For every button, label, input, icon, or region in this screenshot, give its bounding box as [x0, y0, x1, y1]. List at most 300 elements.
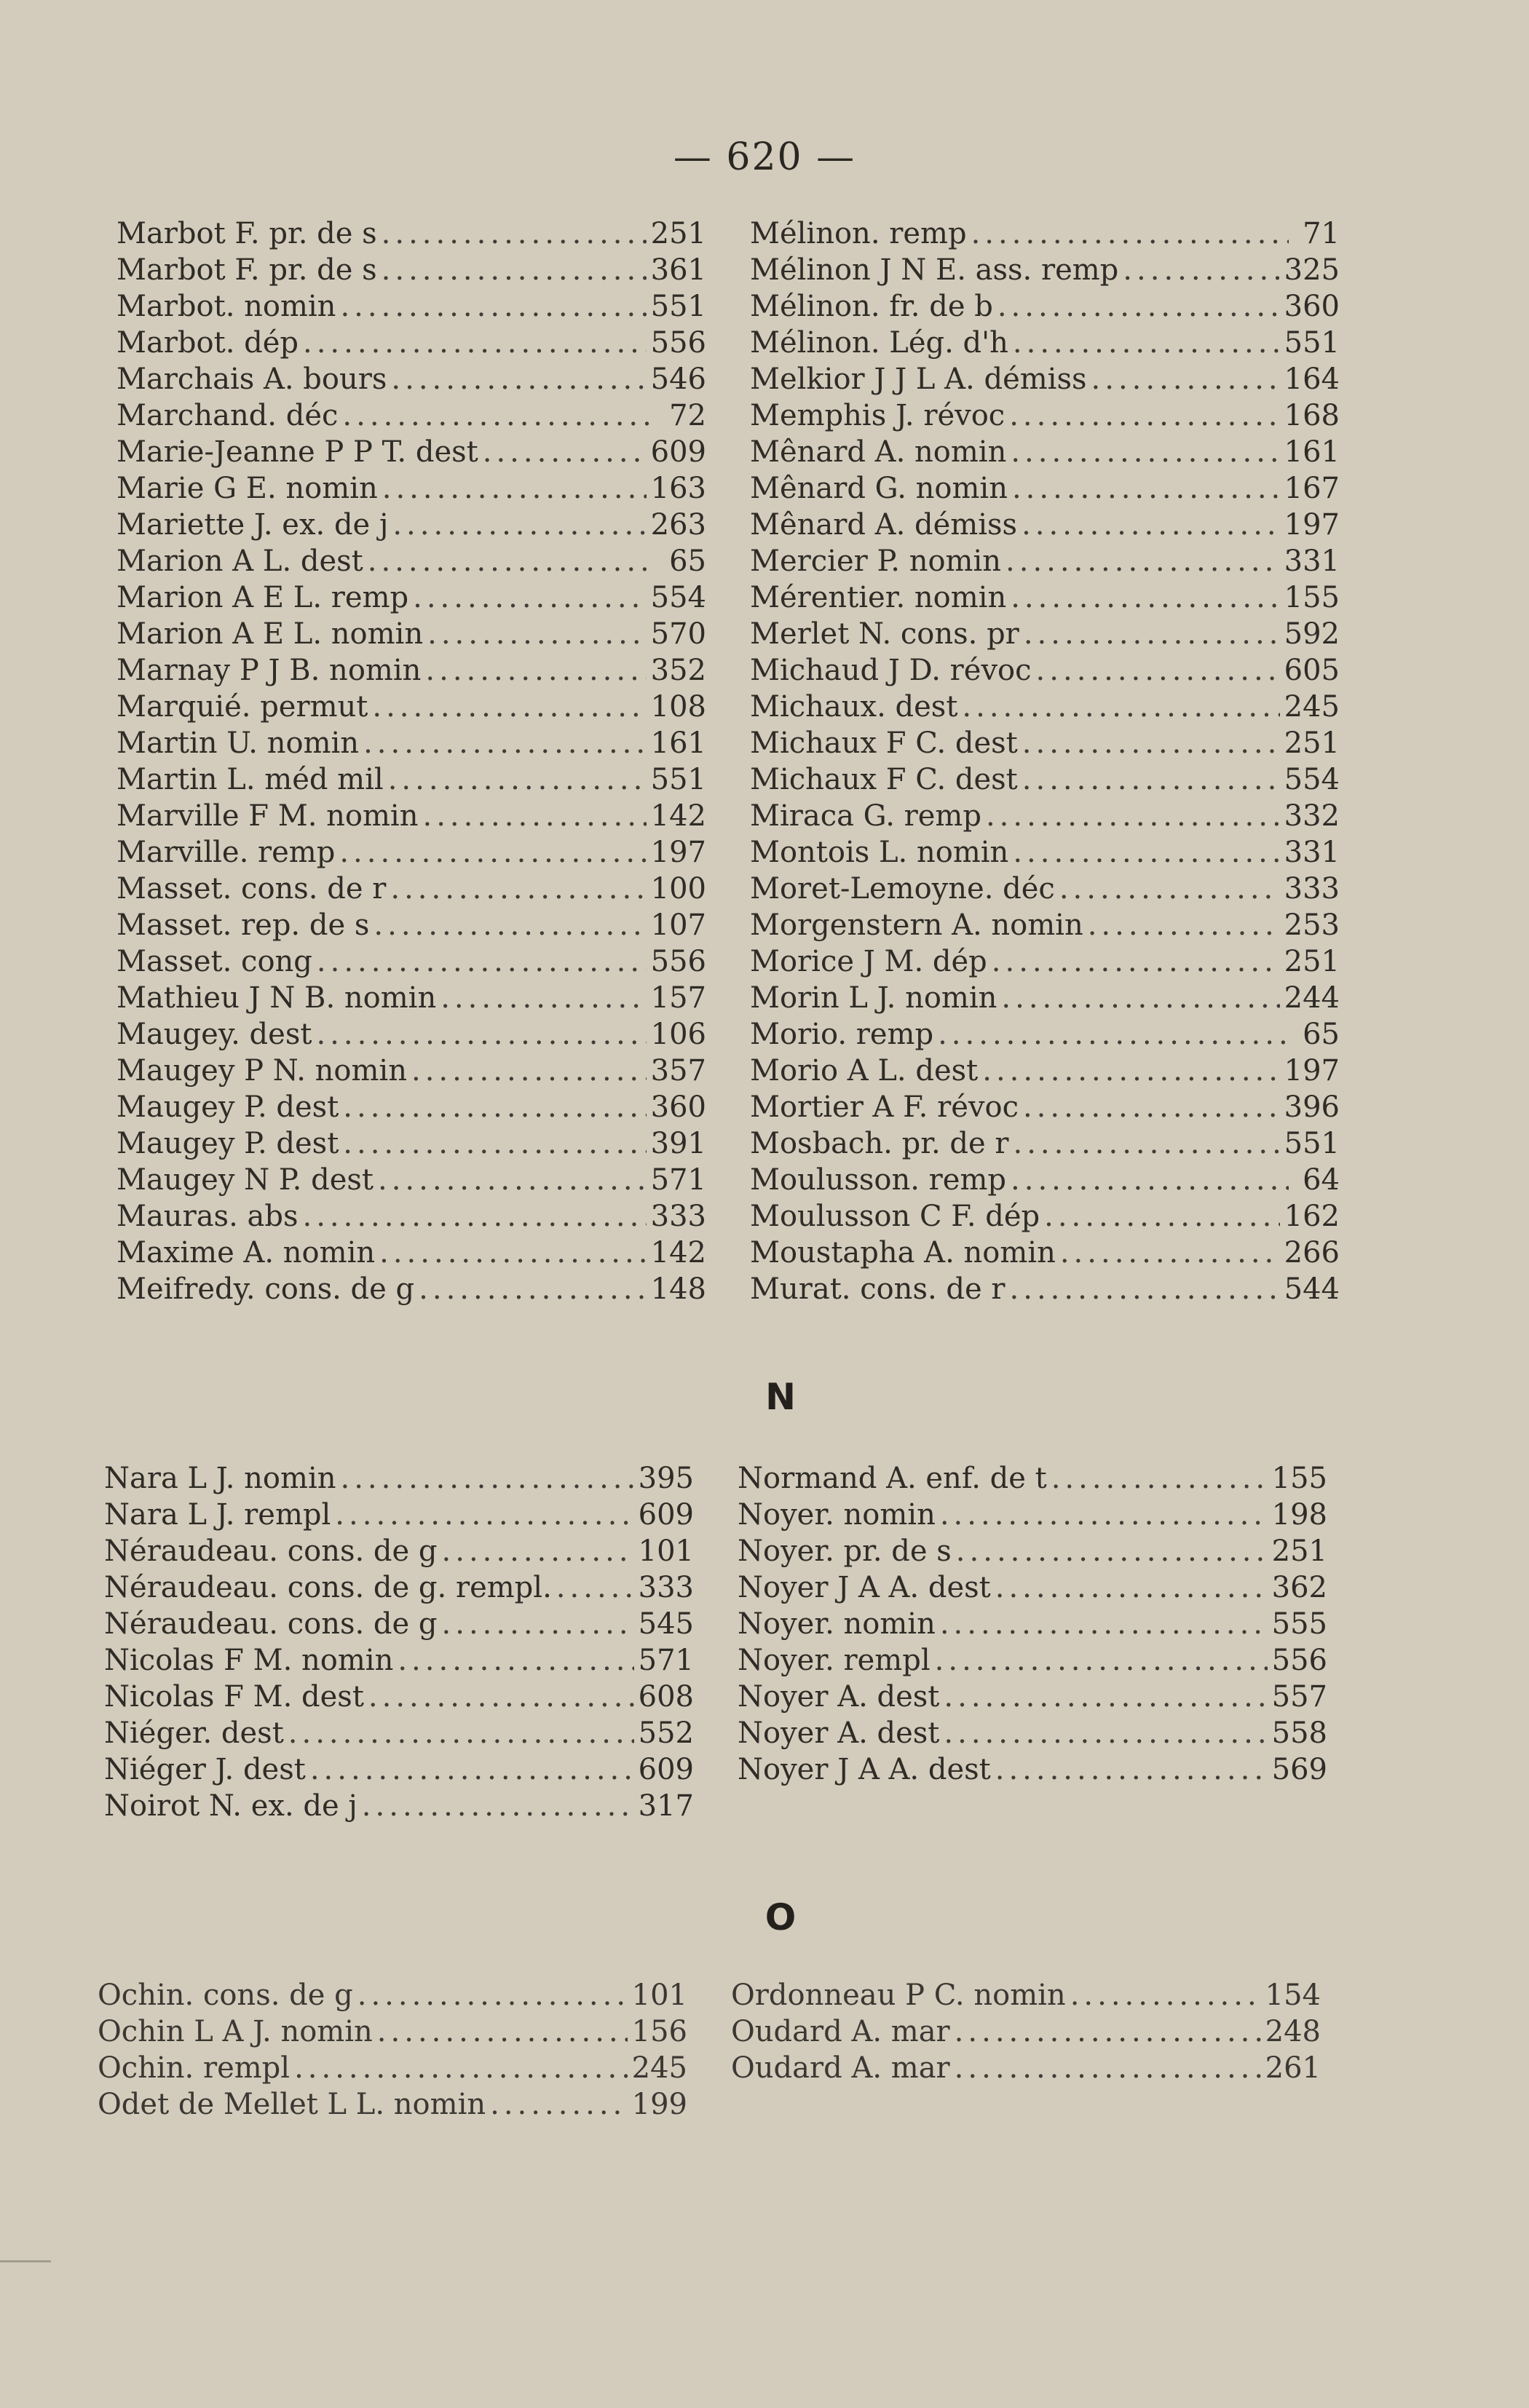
- dot-leader: [1023, 1089, 1280, 1125]
- entry-name: Nara L J. rempl: [104, 1498, 331, 1532]
- index-entry: [104, 1460, 694, 1497]
- entry-name: Marion A E L. remp: [116, 581, 409, 614]
- dot-leader: [427, 616, 647, 652]
- dot-leader: [1070, 1977, 1261, 2013]
- right-column: [731, 1977, 1321, 2123]
- entry-page-number: 551: [1284, 1127, 1340, 1160]
- entry-page-number: 360: [650, 1090, 706, 1124]
- entry-page-number: 168: [1284, 399, 1340, 432]
- entry-page-number: 352: [650, 654, 706, 687]
- index-entry: [104, 1679, 694, 1715]
- entry-name: Marchais A. bours: [116, 363, 387, 396]
- index-entry: [750, 1198, 1340, 1235]
- entry-page-number: 333: [650, 1200, 706, 1233]
- entry-name: Néraudeau. cons. de g: [104, 1607, 438, 1641]
- entry-page-number: 391: [650, 1127, 706, 1160]
- entry-name: Marchand. déc: [116, 399, 339, 432]
- entry-name: Marquié. permut: [116, 690, 368, 724]
- entry-name: Normand A. enf. de t: [738, 1462, 1047, 1495]
- entry-page-number: 544: [1284, 1272, 1340, 1306]
- entry-page-number: 72: [669, 399, 706, 432]
- left-column: [104, 1460, 694, 1824]
- entry-name: Maxime A. nomin: [116, 1236, 376, 1270]
- index-entry: [750, 1235, 1340, 1271]
- entry-name: Miraca G. remp: [750, 799, 981, 833]
- entry-name: Moret-Lemoyne. déc: [750, 872, 1055, 906]
- dot-leader: [422, 798, 646, 834]
- dot-leader: [316, 1016, 646, 1053]
- entry-name: Meifredy. cons. de g: [116, 1272, 415, 1306]
- index-entry: [750, 1053, 1340, 1089]
- index-entry: [116, 1235, 706, 1271]
- entry-name: Merlet N. cons. pr: [750, 617, 1019, 651]
- entry-name: Noyer. nomin: [738, 1498, 936, 1532]
- entry-page-number: 161: [1284, 435, 1340, 469]
- entry-name: Moulusson C F. dép: [750, 1200, 1040, 1233]
- entry-page-number: 554: [650, 581, 706, 614]
- entry-page-number: 253: [1284, 908, 1340, 942]
- dot-leader: [955, 2050, 1261, 2086]
- entry-page-number: 154: [1265, 1979, 1321, 2012]
- index-entry: [116, 1089, 706, 1125]
- entry-page-number: 161: [650, 726, 706, 760]
- dot-leader: [944, 1715, 1267, 1751]
- index-entry: [750, 761, 1340, 798]
- entry-page-number: 396: [1284, 1090, 1340, 1124]
- dot-leader: [317, 943, 647, 980]
- index-entry: [738, 1715, 1327, 1751]
- dot-leader: [944, 1679, 1267, 1715]
- entry-page-number: 261: [1265, 2051, 1321, 2085]
- entry-name: Morio A L. dest: [750, 1054, 979, 1088]
- index-entry: [116, 689, 706, 725]
- entry-page-number: 569: [1271, 1753, 1327, 1786]
- index-entry: [116, 652, 706, 689]
- index-entry: [116, 943, 706, 980]
- entry-name: Masset. cong: [116, 945, 312, 978]
- entry-page-number: 155: [1284, 581, 1340, 614]
- entry-name: Noyer. nomin: [738, 1607, 936, 1641]
- index-entry: [116, 761, 706, 798]
- entry-page-number: 551: [650, 290, 706, 323]
- entry-name: Marbot. nomin: [116, 290, 336, 323]
- entry-name: Murat. cons. de r: [750, 1272, 1005, 1306]
- index-entry: [116, 798, 706, 834]
- dot-leader: [372, 689, 646, 725]
- dot-leader: [1013, 325, 1280, 361]
- entry-name: Marion A L. dest: [116, 544, 363, 578]
- dot-leader: [956, 1533, 1268, 1569]
- index-entry: [750, 980, 1340, 1016]
- entry-name: Noyer J A A. dest: [738, 1753, 991, 1786]
- entry-name: Morgenstern A. nomin: [750, 908, 1083, 942]
- dot-leader: [1022, 507, 1280, 543]
- section-letter-o: O: [764, 1896, 797, 1938]
- dot-leader: [995, 1569, 1268, 1606]
- entry-name: Mélinon. Lég. d'h: [750, 326, 1008, 360]
- entry-page-number: 556: [1271, 1644, 1327, 1677]
- entry-name: Michaux. dest: [750, 690, 958, 724]
- dot-leader: [343, 1125, 646, 1162]
- dot-leader: [1010, 1271, 1280, 1307]
- index-entry: [750, 507, 1340, 543]
- index-entry: [116, 834, 706, 871]
- section-m-entries: [116, 215, 1340, 1307]
- entry-name: Odet de Mellet L L. nomin: [98, 2088, 486, 2121]
- entry-page-number: 71: [1303, 217, 1340, 250]
- dot-leader: [342, 397, 655, 434]
- entry-page-number: 266: [1284, 1236, 1340, 1270]
- index-entry: [750, 288, 1340, 325]
- entry-page-number: 163: [650, 472, 706, 505]
- entry-name: Mosbach. pr. de r: [750, 1127, 1009, 1160]
- index-entry: [731, 2013, 1321, 2050]
- index-entry: [738, 1642, 1327, 1679]
- dot-leader: [1012, 470, 1280, 507]
- dot-leader: [398, 1642, 633, 1679]
- entry-name: Montois L. nomin: [750, 836, 1009, 869]
- index-entry: [750, 1162, 1340, 1198]
- entry-name: Marnay P J B. nomin: [116, 654, 422, 687]
- entry-page-number: 333: [638, 1571, 694, 1604]
- dot-leader: [962, 689, 1279, 725]
- entry-page-number: 197: [1284, 1054, 1340, 1088]
- entry-name: Niéger J. dest: [104, 1753, 306, 1786]
- index-entry: [104, 1606, 694, 1642]
- index-entry: [104, 1533, 694, 1569]
- entry-name: Mélinon. fr. de b: [750, 290, 993, 323]
- entry-name: Ochin L A J. nomin: [98, 2015, 373, 2048]
- entry-page-number: 609: [650, 435, 706, 469]
- dot-leader: [294, 2050, 628, 2086]
- dot-leader: [483, 434, 647, 470]
- entry-page-number: 551: [1284, 326, 1340, 360]
- dot-leader: [419, 1271, 647, 1307]
- entry-name: Ochin. rempl: [98, 2051, 291, 2085]
- entry-name: Marbot F. pr. de s: [116, 253, 377, 287]
- dot-leader: [1009, 397, 1279, 434]
- index-entry: [98, 2086, 687, 2123]
- dot-leader: [1022, 761, 1280, 798]
- index-entry: [116, 543, 706, 579]
- entry-page-number: 101: [638, 1534, 694, 1568]
- entry-name: Nara L J. nomin: [104, 1462, 336, 1495]
- dot-leader: [1011, 434, 1279, 470]
- entry-name: Marbot F. pr. de s: [116, 217, 377, 250]
- entry-name: Mênard A. démiss: [750, 508, 1018, 542]
- entry-name: Ochin. cons. de g: [98, 1979, 353, 2012]
- page-number: — 620 —: [673, 135, 856, 179]
- index-entry: [731, 1977, 1321, 2013]
- entry-page-number: 361: [650, 253, 706, 287]
- index-entry: [116, 507, 706, 543]
- entry-page-number: 199: [631, 2088, 687, 2121]
- index-entry: [750, 1089, 1340, 1125]
- entry-name: Noyer A. dest: [738, 1716, 940, 1750]
- left-column: [98, 1977, 687, 2123]
- entry-page-number: 556: [650, 945, 706, 978]
- dot-leader: [341, 1460, 634, 1497]
- entry-name: Noyer. rempl: [738, 1644, 931, 1677]
- section-n-entries: [104, 1460, 1327, 1824]
- index-entry: [104, 1497, 694, 1533]
- index-entry: [750, 361, 1340, 397]
- entry-page-number: 100: [650, 872, 706, 906]
- entry-page-number: 608: [638, 1680, 694, 1714]
- index-entry: [738, 1569, 1327, 1606]
- entry-name: Nicolas F M. dest: [104, 1680, 364, 1714]
- dot-leader: [382, 470, 647, 507]
- entry-name: Mortier A F. révoc: [750, 1090, 1019, 1124]
- dot-leader: [340, 288, 646, 325]
- dot-leader: [1022, 725, 1280, 761]
- entry-name: Martin U. nomin: [116, 726, 360, 760]
- entry-name: Oudard A. mar: [731, 2015, 950, 2048]
- index-entry: [738, 1751, 1327, 1788]
- index-entry: [116, 616, 706, 652]
- entry-name: Morio. remp: [750, 1018, 934, 1051]
- dot-leader: [556, 1569, 634, 1606]
- index-entry: [750, 470, 1340, 507]
- index-entry: [116, 1271, 706, 1307]
- index-entry: [98, 2013, 687, 2050]
- entry-page-number: 197: [1284, 508, 1340, 542]
- entry-name: Nicolas F M. nomin: [104, 1644, 394, 1677]
- entry-page-number: 331: [1284, 544, 1340, 578]
- dot-leader: [997, 288, 1280, 325]
- entry-name: Marbot. dép: [116, 326, 299, 360]
- entry-page-number: 106: [650, 1018, 706, 1051]
- dot-leader: [392, 507, 646, 543]
- entry-name: Mérentier. nomin: [750, 581, 1007, 614]
- entry-name: Memphis J. révoc: [750, 399, 1005, 432]
- dot-leader: [390, 871, 646, 907]
- index-entry: [750, 1125, 1340, 1162]
- index-entry: [116, 725, 706, 761]
- dot-leader: [288, 1715, 634, 1751]
- entry-name: Marion A E L. nomin: [116, 617, 424, 651]
- entry-page-number: 551: [650, 763, 706, 796]
- index-entry: [116, 1016, 706, 1053]
- dot-leader: [986, 798, 1280, 834]
- index-entry: [738, 1533, 1327, 1569]
- dot-leader: [302, 1198, 646, 1235]
- dot-leader: [1060, 1235, 1280, 1271]
- entry-page-number: 263: [650, 508, 706, 542]
- right-column: [750, 215, 1340, 1307]
- entry-name: Marville. remp: [116, 836, 336, 869]
- dot-leader: [303, 325, 647, 361]
- index-entry: [116, 434, 706, 470]
- dot-leader: [377, 2013, 628, 2050]
- dot-leader: [1011, 579, 1279, 616]
- entry-page-number: 107: [650, 908, 706, 942]
- index-entry: [750, 834, 1340, 871]
- index-entry: [750, 1016, 1340, 1053]
- entry-page-number: 251: [1271, 1534, 1327, 1568]
- index-entry: [104, 1788, 694, 1824]
- entry-page-number: 556: [650, 326, 706, 360]
- entry-name: Mélinon J N E. ass. remp: [750, 253, 1119, 287]
- entry-page-number: 357: [650, 1054, 706, 1088]
- entry-page-number: 555: [1271, 1607, 1327, 1641]
- entry-page-number: 552: [638, 1716, 694, 1750]
- entry-name: Michaud J D. révoc: [750, 654, 1032, 687]
- right-column: [738, 1460, 1327, 1824]
- entry-page-number: 64: [1303, 1163, 1340, 1197]
- entry-name: Oudard A. mar: [731, 2051, 950, 2085]
- dot-leader: [940, 1606, 1268, 1642]
- margin-rule: [0, 2260, 51, 2262]
- entry-page-number: 554: [1284, 763, 1340, 796]
- entry-page-number: 332: [1284, 799, 1340, 833]
- entry-name: Ordonneau P C. nomin: [731, 1979, 1066, 2012]
- entry-name: Mercier P. nomin: [750, 544, 1002, 578]
- index-entry: [116, 579, 706, 616]
- dot-leader: [955, 2013, 1261, 2050]
- index-entry: [750, 907, 1340, 943]
- index-entry: [116, 907, 706, 943]
- dot-leader: [1051, 1460, 1268, 1497]
- entry-name: Masset. rep. de s: [116, 908, 370, 942]
- dot-leader: [995, 1751, 1268, 1788]
- dot-leader: [1088, 907, 1280, 943]
- index-entry: [750, 871, 1340, 907]
- dot-leader: [971, 215, 1289, 252]
- index-entry: [750, 943, 1340, 980]
- index-entry: [750, 252, 1340, 288]
- entry-name: Maugey P N. nomin: [116, 1054, 407, 1088]
- dot-leader: [363, 725, 647, 761]
- entry-name: Néraudeau. cons. de g. rempl.: [104, 1571, 552, 1604]
- dot-leader: [490, 2086, 628, 2123]
- section-o-entries: [98, 1977, 1321, 2123]
- dot-leader: [343, 1089, 646, 1125]
- entry-page-number: 164: [1284, 363, 1340, 396]
- left-column: [116, 215, 706, 1307]
- index-entry: [116, 1198, 706, 1235]
- entry-page-number: 360: [1284, 290, 1340, 323]
- entry-name: Melkior J J L A. démiss: [750, 363, 1087, 396]
- entry-page-number: 251: [1284, 726, 1340, 760]
- dot-leader: [1001, 980, 1279, 1016]
- entry-page-number: 362: [1271, 1571, 1327, 1604]
- entry-name: Morin L J. nomin: [750, 981, 997, 1015]
- index-entry: [116, 397, 706, 434]
- entry-page-number: 571: [650, 1163, 706, 1197]
- entry-page-number: 558: [1271, 1716, 1327, 1750]
- index-entry: [104, 1642, 694, 1679]
- entry-page-number: 65: [1303, 1018, 1340, 1051]
- dot-leader: [413, 579, 647, 616]
- dot-leader: [411, 1053, 647, 1089]
- index-entry: [750, 434, 1340, 470]
- dot-leader: [1044, 1198, 1280, 1235]
- dot-leader: [382, 252, 647, 288]
- dot-leader: [938, 1016, 1289, 1053]
- index-entry: [98, 1977, 687, 2013]
- dot-leader: [368, 543, 655, 579]
- dot-leader: [1059, 871, 1280, 907]
- entry-page-number: 571: [638, 1644, 694, 1677]
- entry-page-number: 197: [650, 836, 706, 869]
- index-entry: [750, 215, 1340, 252]
- entry-page-number: 148: [650, 1272, 706, 1306]
- entry-page-number: 142: [650, 799, 706, 833]
- dot-leader: [442, 1606, 634, 1642]
- dot-leader: [1036, 652, 1280, 689]
- index-entry: [116, 470, 706, 507]
- index-entry: [738, 1460, 1327, 1497]
- index-entry: [750, 616, 1340, 652]
- index-entry: [750, 543, 1340, 579]
- dot-leader: [362, 1788, 634, 1824]
- entry-page-number: 142: [650, 1236, 706, 1270]
- index-entry: [750, 725, 1340, 761]
- entry-name: Marie G E. nomin: [116, 472, 378, 505]
- dot-leader: [382, 215, 647, 252]
- dot-leader: [992, 943, 1280, 980]
- index-entry: [116, 1162, 706, 1198]
- index-entry: [731, 2050, 1321, 2086]
- entry-page-number: 156: [631, 2015, 687, 2048]
- index-entry: [738, 1679, 1327, 1715]
- entry-page-number: 251: [1284, 945, 1340, 978]
- dot-leader: [339, 834, 646, 871]
- entry-page-number: 331: [1284, 836, 1340, 869]
- entry-page-number: 333: [1284, 872, 1340, 906]
- dot-leader: [1024, 616, 1280, 652]
- index-entry: [116, 325, 706, 361]
- dot-leader: [440, 980, 646, 1016]
- index-entry: [750, 325, 1340, 361]
- entry-page-number: 167: [1284, 472, 1340, 505]
- entry-name: Mênard G. nomin: [750, 472, 1008, 505]
- entry-page-number: 557: [1271, 1680, 1327, 1714]
- entry-page-number: 244: [1284, 981, 1340, 1015]
- entry-page-number: 325: [1284, 253, 1340, 287]
- index-entry: [738, 1606, 1327, 1642]
- entry-page-number: 101: [631, 1979, 687, 2012]
- entry-page-number: 198: [1271, 1498, 1327, 1532]
- section-letter-n: N: [765, 1376, 796, 1418]
- entry-page-number: 570: [650, 617, 706, 651]
- dot-leader: [935, 1642, 1268, 1679]
- index-entry: [738, 1497, 1327, 1533]
- dot-leader: [357, 1977, 628, 2013]
- entry-name: Maugey N P. dest: [116, 1163, 374, 1197]
- index-entry: [116, 215, 706, 252]
- index-entry: [116, 288, 706, 325]
- index-entry: [116, 1053, 706, 1089]
- dot-leader: [442, 1533, 634, 1569]
- entry-name: Noyer. pr. de s: [738, 1534, 952, 1568]
- entry-name: Masset. cons. de r: [116, 872, 387, 906]
- index-entry: [750, 798, 1340, 834]
- entry-page-number: 245: [1284, 690, 1340, 724]
- entry-name: Moustapha A. nomin: [750, 1236, 1056, 1270]
- entry-page-number: 546: [650, 363, 706, 396]
- entry-page-number: 609: [638, 1498, 694, 1532]
- entry-name: Marie-Jeanne P P T. dest: [116, 435, 478, 469]
- entry-name: Maugey. dest: [116, 1018, 312, 1051]
- entry-name: Moulusson. remp: [750, 1163, 1007, 1197]
- index-entry: [750, 397, 1340, 434]
- dot-leader: [391, 361, 646, 397]
- entry-name: Morice J M. dép: [750, 945, 987, 978]
- index-entry: [116, 252, 706, 288]
- entry-name: Martin L. méd mil: [116, 763, 384, 796]
